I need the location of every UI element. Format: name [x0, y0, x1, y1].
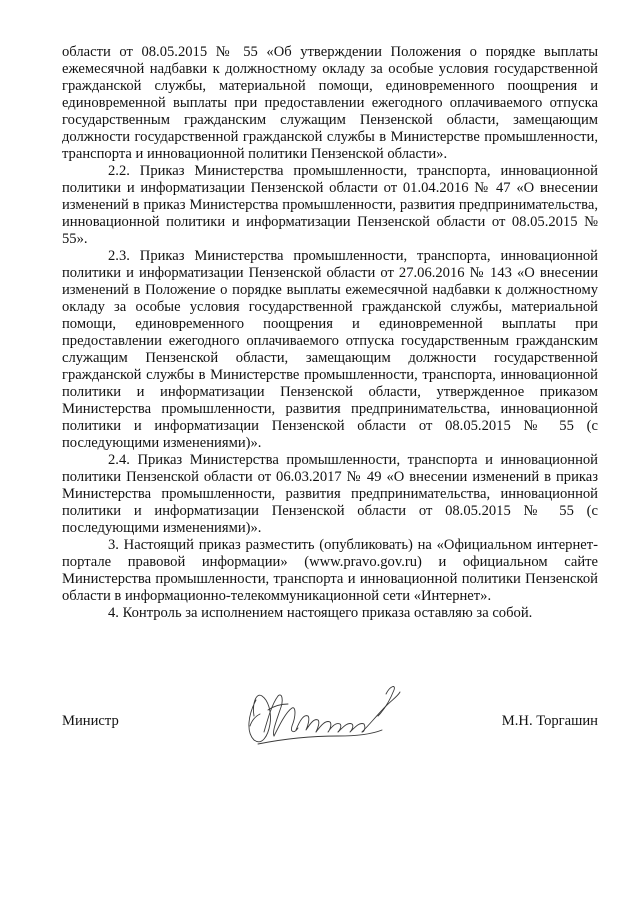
paragraph-2-2: 2.2. Приказ Министерства промышленности, транспорта, инновационной политики и информатизации Пензенской области от 01.04.2016 № 47 «О внесении изменений в приказ Министерства промышленности, развития предпринимательства, инновационной политики и информатизации Пензенской области от 08.05.2015 № 55». [62, 163, 598, 247]
document-body [62, 44, 598, 622]
signatory-title: Министр [62, 713, 119, 729]
paragraph-continuation: области от 08.05.2015 № 55 «Об утверждении Положения о порядке выплаты ежемесячной надбавки к должностному окладу за особые условия государственной гражданской службы, материальной помощи, единовременного поощрения и единовременной выплаты при предоставлении ежегодного оплачиваемого отпуска государственным гражданским служащим Пензенской области, замещающим должности государственной гражданской службы в Министерстве промышленности, транспорта и инновационной политики Пензенской области». [62, 44, 598, 162]
handwritten-signature [238, 670, 408, 760]
signatory-name: М.Н. Торгашин [501, 713, 598, 729]
paragraph-4: 4. Контроль за исполнением настоящего приказа оставляю за собой. [108, 605, 533, 621]
paragraph-2-4: 2.4. Приказ Министерства промышленности, транспорта и инновационной политики Пензенской области от 06.03.2017 № 49 «О внесении изменений в приказ Министерства промышленности, развития предпринимательства, инновационной политики и информатизации Пензенской области от 08.05.2015 № 55 (с последующими изменениями)». [62, 452, 598, 536]
paragraph-3: 3. Настоящий приказ разместить (опубликовать) на «Официальном интернет-портале правовой информации» (www.pravo.gov.ru) и официальном сайте Министерства промышленности, транспорта и инновационной политики Пензенской области в информационно-телекоммуникационной сети «Интернет». [62, 537, 598, 604]
paragraph-2-3: 2.3. Приказ Министерства промышленности, транспорта, инновационной политики и информатизации Пензенской области от 27.06.2016 № 143 «О внесении изменений в Положение о порядке выплаты ежемесячной надбавки к должностному окладу за особые условия государственной гражданской службы, материальной помощи, единовременного поощрения и единовременной выплаты при предоставлении ежегодного оплачиваемого отпуска государственным гражданским служащим Пензенской области, замещающим должности государственной гражданской службы в Министерстве промышленности, транспорта, инновационной политики и информатизации Пензенской области, утвержденное приказом Министерства промышленности, развития предпринимательства, инновационной политики и информатизации Пензенской области от 08.05.2015 № 55 (с последующими изменениями)». [62, 248, 598, 451]
